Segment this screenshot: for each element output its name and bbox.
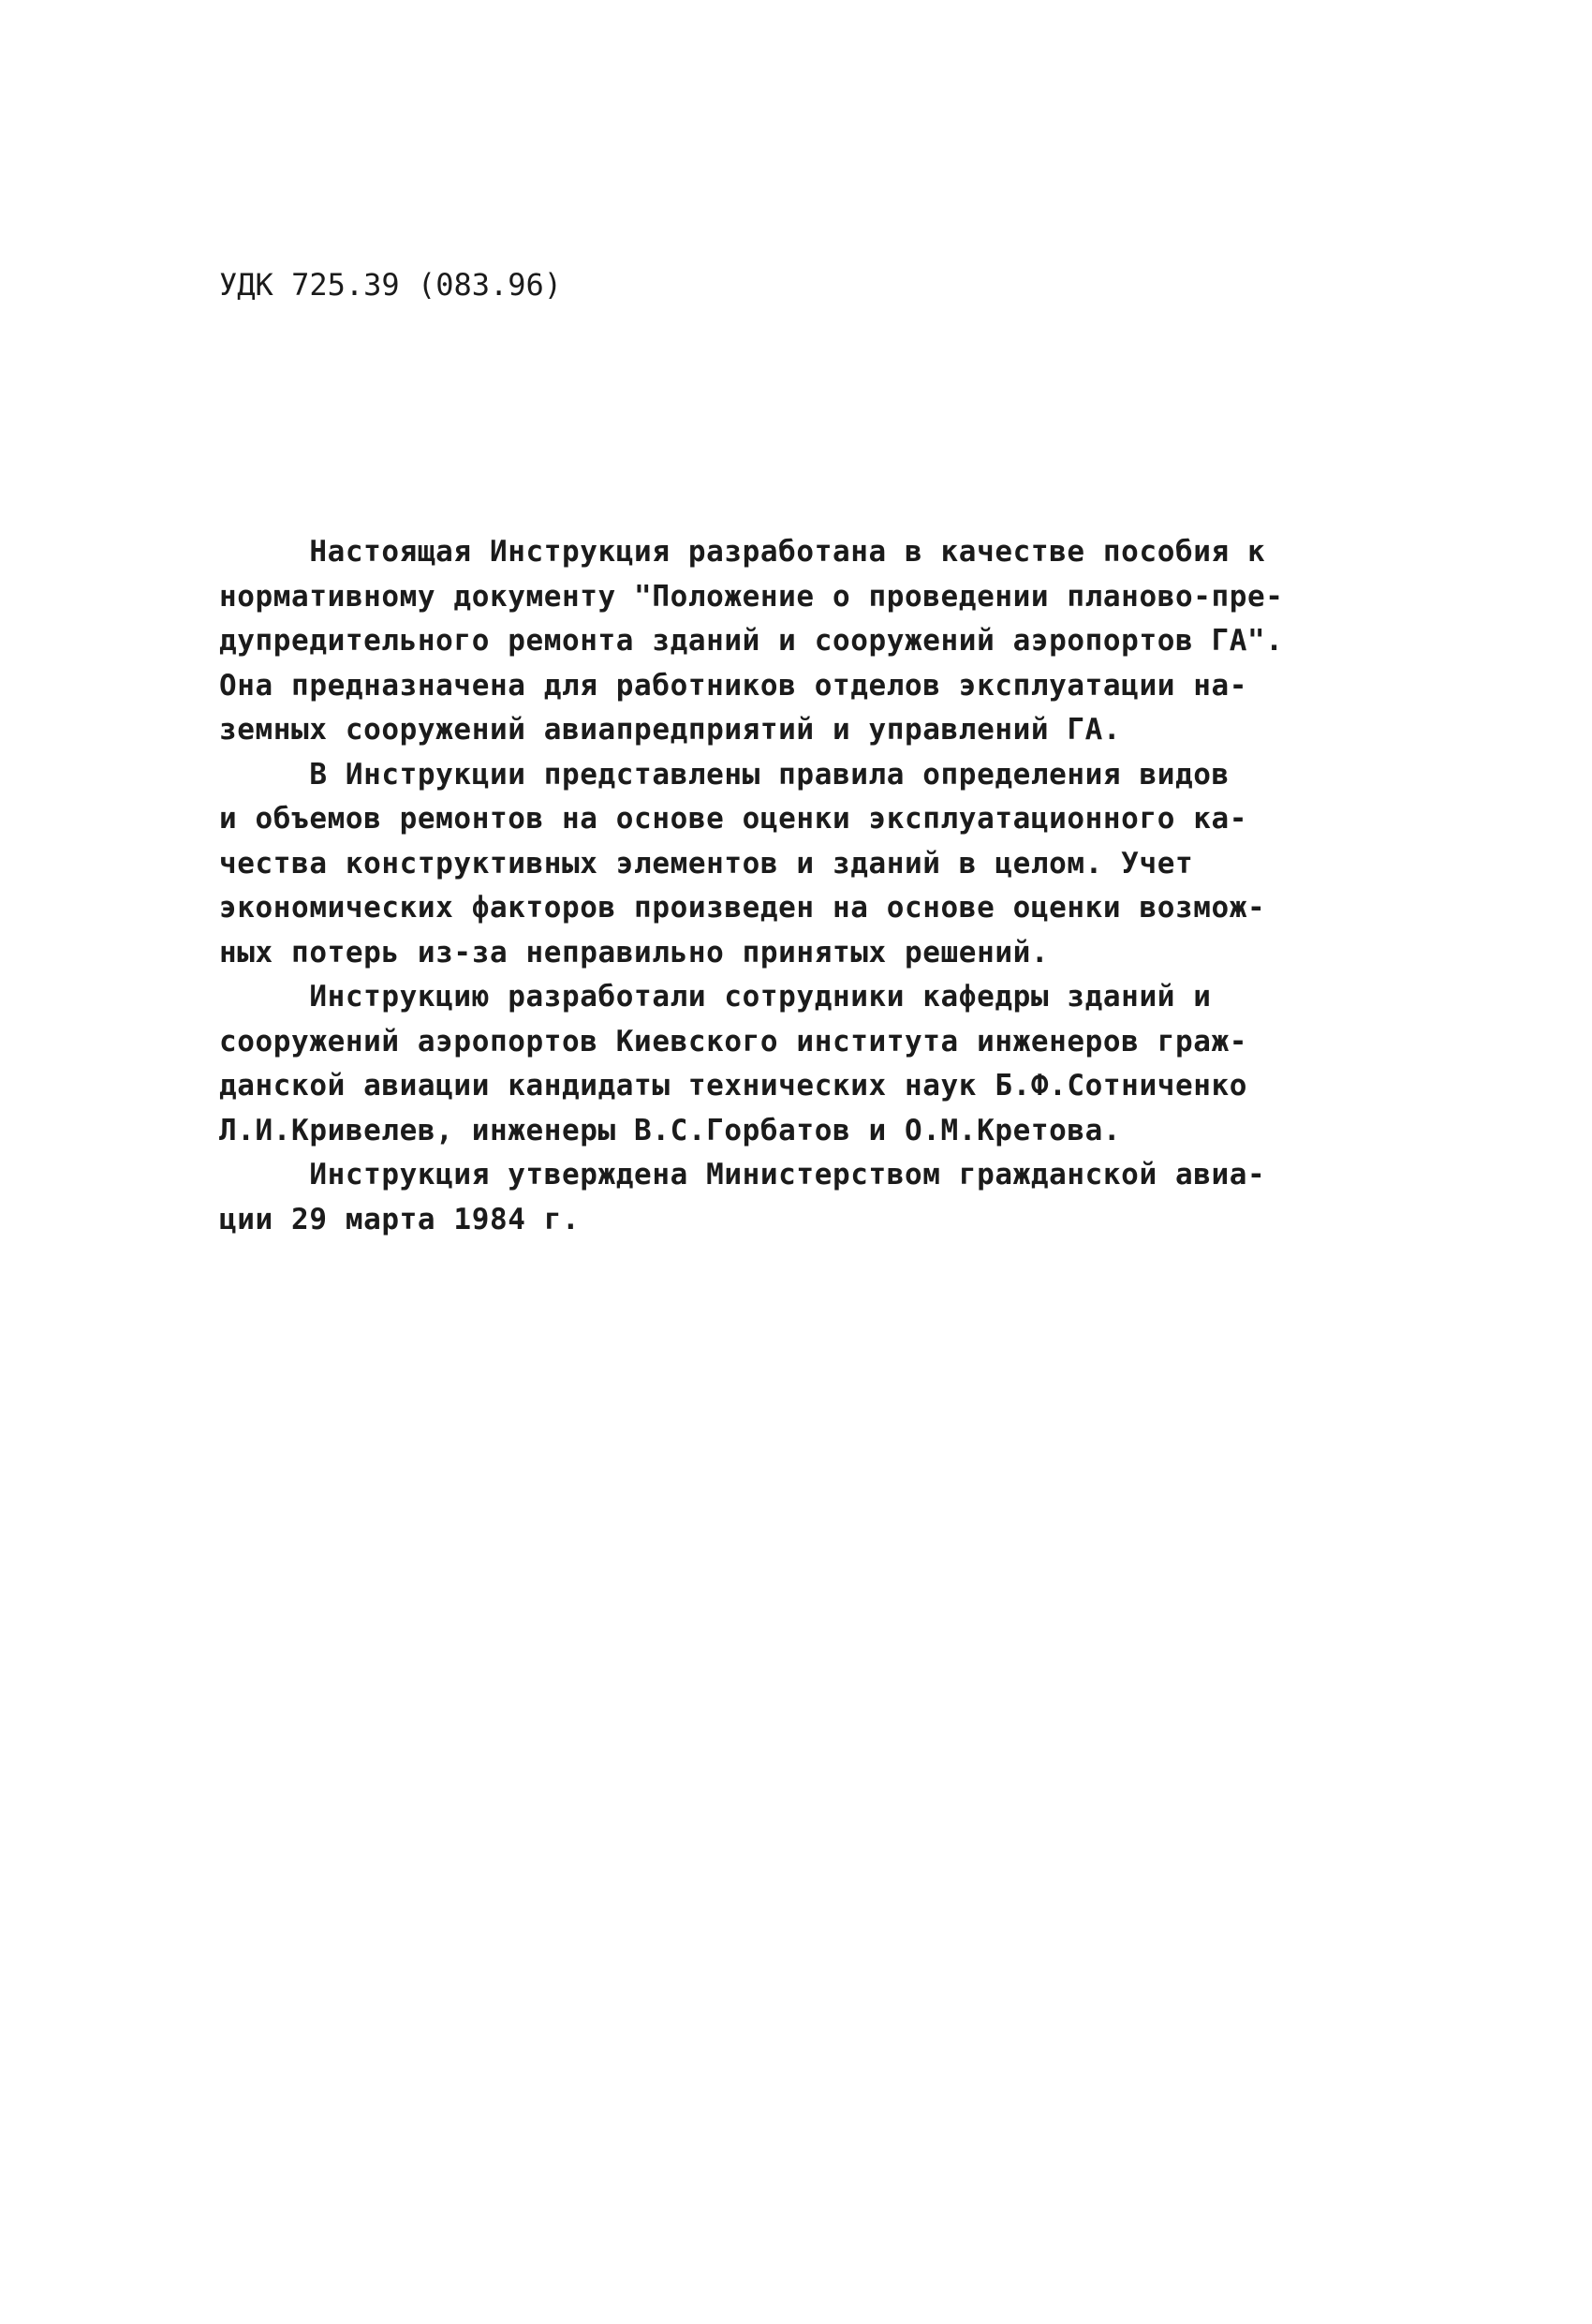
text-line: данской авиации кандидаты технических наук Б.Ф.Сотниченко <box>219 1069 1248 1103</box>
text-line: земных сооружений авиапредприятий и управлений ГА. <box>219 713 1122 747</box>
text-line: Инструкцию разработали сотрудники кафедры зданий и <box>219 980 1212 1014</box>
text-line: Настоящая Инструкция разработана в качестве пособия к <box>219 535 1266 569</box>
text-line: Л.И.Кривелев, инженеры В.С.Горбатов и О.М.Кретова. <box>219 1113 1122 1147</box>
text-line: и объемов ремонтов на основе оценки эксплуатационного ка- <box>219 802 1248 836</box>
text-line: нормативному документу "Положение о проведении планово-пре- <box>219 579 1284 614</box>
udk-code: УДК 725.39 (083.96) <box>219 267 563 303</box>
text-line: Инструкция утверждена Министерством гражданской авиа- <box>219 1158 1266 1192</box>
text-line: Она предназначена для работников отделов эксплуатации на- <box>219 668 1248 703</box>
text-line: экономических факторов произведен на основе оценки возмож- <box>219 891 1266 925</box>
text-line: сооружений аэропортов Киевского института инженеров граж- <box>219 1024 1248 1058</box>
text-line: дупредительного ремонта зданий и сооружений аэропортов ГА". <box>219 624 1284 658</box>
text-line: чества конструктивных элементов и зданий в целом. Учет <box>219 846 1194 881</box>
text-line: ных потерь из-за неправильно принятых решений. <box>219 935 1050 970</box>
text-line: ции 29 марта 1984 г. <box>219 1202 581 1236</box>
text-line: В Инструкции представлены правила определения видов <box>219 757 1230 792</box>
annotation-text <box>219 530 1362 1242</box>
